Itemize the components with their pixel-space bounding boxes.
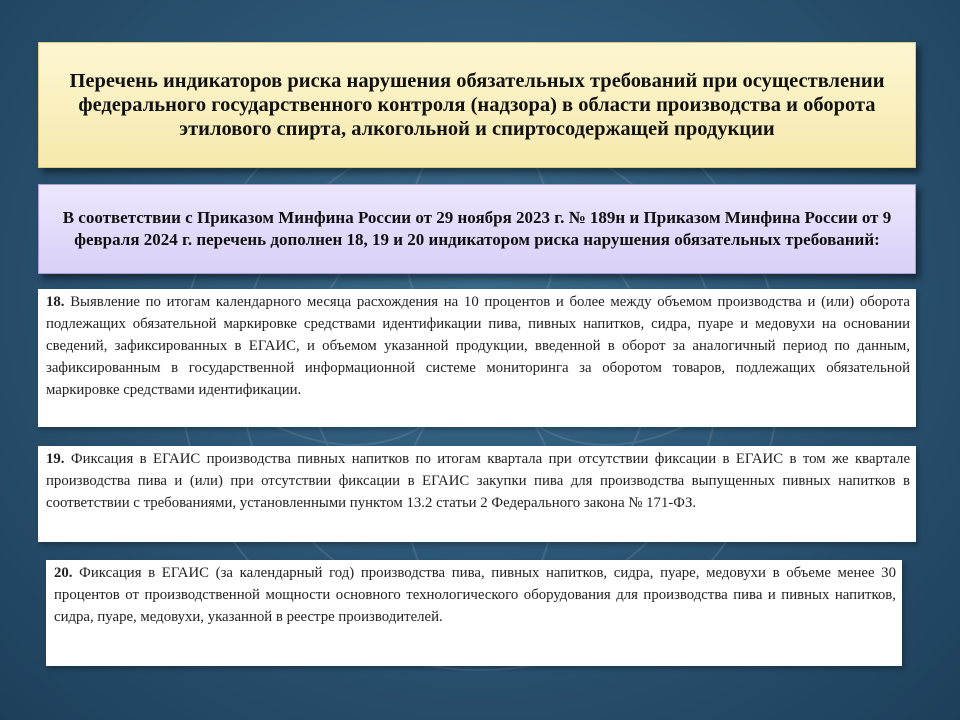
indicator-number: 18. [46,294,71,310]
indicator-text: Фиксация в ЕГАИС (за календарный год) производства пива, пивных напитков, сидра, пуаре, медовухи в объеме менее 30 процентов от производственной мощности основного технологического оборудования для производства пива и пивных напитков, сидра, пуаре, медовухи, указанной в реестре производителей. [54,565,896,625]
indicator-text: Фиксация в ЕГАИС производства пивных напитков по итогам квартала при отсутствии фиксации в ЕГАИС в том же квартале производства пива и (или) при отсутствии фиксации в ЕГАИС закупки пива для производства выпущенных пивных напитков в соответствии с требованиями, установленными пунктом 13.2 статьи 2 Федерального закона № 171-ФЗ. [46,451,911,511]
slide-title-box [38,42,916,168]
indicator-item-20 [46,560,902,666]
subtitle-box [38,184,916,274]
slide-title: Перечень индикаторов риска нарушения обязательных требований при осуществлении федерального государственного контроля (надзора) в области производства и оборота этилового спирта, алкогольной и спиртосодержащей продукции [69,70,885,140]
indicator-number: 20. [54,565,80,581]
indicator-number: 19. [46,451,71,467]
indicator-item-19 [38,446,916,542]
subtitle-text: В соответствии с Приказом Минфина России от 29 ноября 2023 г. № 189н и Приказом Минфина России от 9 февраля 2024 г. перечень дополнен 18, 19 и 20 индикатором риска нарушения обязательных требований: [62,208,892,249]
indicator-item-18 [38,289,916,427]
indicator-text: Выявление по итогам календарного месяца расхождения на 10 процентов и более между объемом производства и (или) оборота подлежащих обязательной маркировке средствами идентификации пива, пивных напитков, сидра, пуаре и медовухи на основании сведений, зафиксированных в ЕГАИС, и объемом указанной продукции, введенной в оборот за аналогичный период по данным, зафиксированным в государственной информационной системе мониторинга за оборотом товаров, подлежащих обязательной маркировке средствами идентификации. [46,294,910,398]
